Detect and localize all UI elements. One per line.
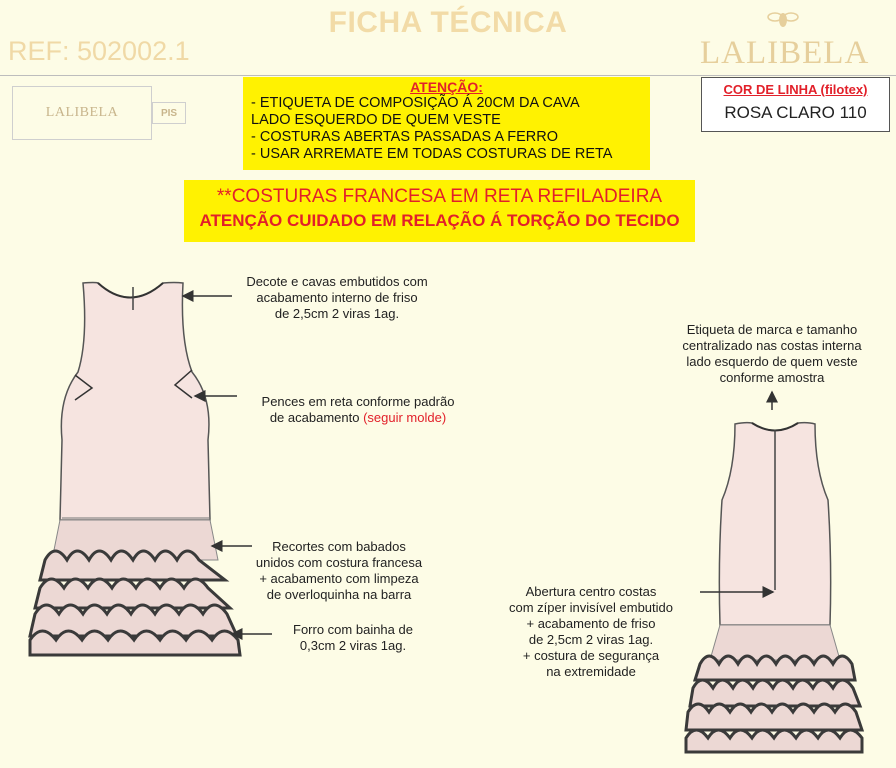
note-highlight: (seguir molde) — [363, 410, 447, 425]
back-dress-drawing — [686, 423, 862, 752]
note-line: acabamento interno de friso — [256, 290, 418, 305]
pis-tag: PIS — [152, 102, 186, 124]
note-lining — [268, 622, 438, 654]
note-line: Forro com bainha de — [293, 622, 413, 637]
note-ruffles — [234, 539, 444, 603]
attention-line: LADO ESQUERDO DE QUEM VESTE — [251, 112, 501, 128]
note-line: lado esquerdo de quem veste — [686, 354, 858, 369]
note-line: Decote e cavas embutidos com — [246, 274, 428, 289]
thread-color-title: COR DE LINHA (filotex) — [723, 82, 868, 97]
seams-warning: ATENÇÃO CUIDADO EM RELAÇÃO Á TORÇÃO DO TECIDO — [199, 211, 680, 230]
reference-code: REF: 502002.1 — [8, 36, 190, 66]
note-line: de overloquinha na barra — [266, 587, 412, 602]
seams-instruction: **COSTURAS FRANCESA EM RETA REFILADEIRA — [216, 186, 663, 207]
thread-color-value: ROSA CLARO 110 — [724, 103, 867, 122]
note-line: conforme amostra — [719, 370, 825, 385]
note-neckline — [222, 274, 452, 322]
note-brand-label — [652, 322, 892, 386]
label-sample-text: LALIBELA — [45, 105, 119, 120]
note-line: Etiqueta de marca e tamanho — [686, 322, 858, 337]
brand-name: LALIBELA — [700, 35, 870, 71]
note-line: + acabamento de friso — [526, 616, 656, 631]
note-line: 0,3cm 2 viras 1ag. — [299, 638, 407, 653]
note-line: com zíper invisível embutido — [508, 600, 673, 615]
note-line: + acabamento com limpeza — [259, 571, 419, 586]
note-darts — [238, 394, 478, 426]
note-line: de acabamento — [269, 410, 360, 425]
note-line: unidos com costura francesa — [255, 555, 423, 570]
attention-line: - ETIQUETA DE COMPOSIÇÃO Á 20CM DA CAVA — [251, 95, 580, 111]
page-title: FICHA TÉCNICA — [328, 6, 568, 39]
attention-line: - USAR ARREMATE EM TODAS COSTURAS DE RETA — [251, 146, 613, 162]
note-line: Pences em reta conforme padrão — [261, 394, 455, 409]
note-zipper — [486, 584, 696, 680]
note-line: de 2,5cm 2 viras 1ag. — [274, 306, 400, 321]
attention-title: ATENÇÃO: — [410, 79, 483, 95]
front-dress-drawing — [30, 283, 240, 656]
note-line: centralizado nas costas interna — [682, 338, 862, 353]
note-line: Abertura centro costas — [525, 584, 657, 599]
note-line: + costura de segurança — [522, 648, 660, 663]
attention-line: - COSTURAS ABERTAS PASSADAS A FERRO — [251, 129, 558, 145]
note-line: na extremidade — [546, 664, 636, 679]
note-line: de 2,5cm 2 viras 1ag. — [528, 632, 654, 647]
note-line: Recortes com babados — [272, 539, 406, 554]
